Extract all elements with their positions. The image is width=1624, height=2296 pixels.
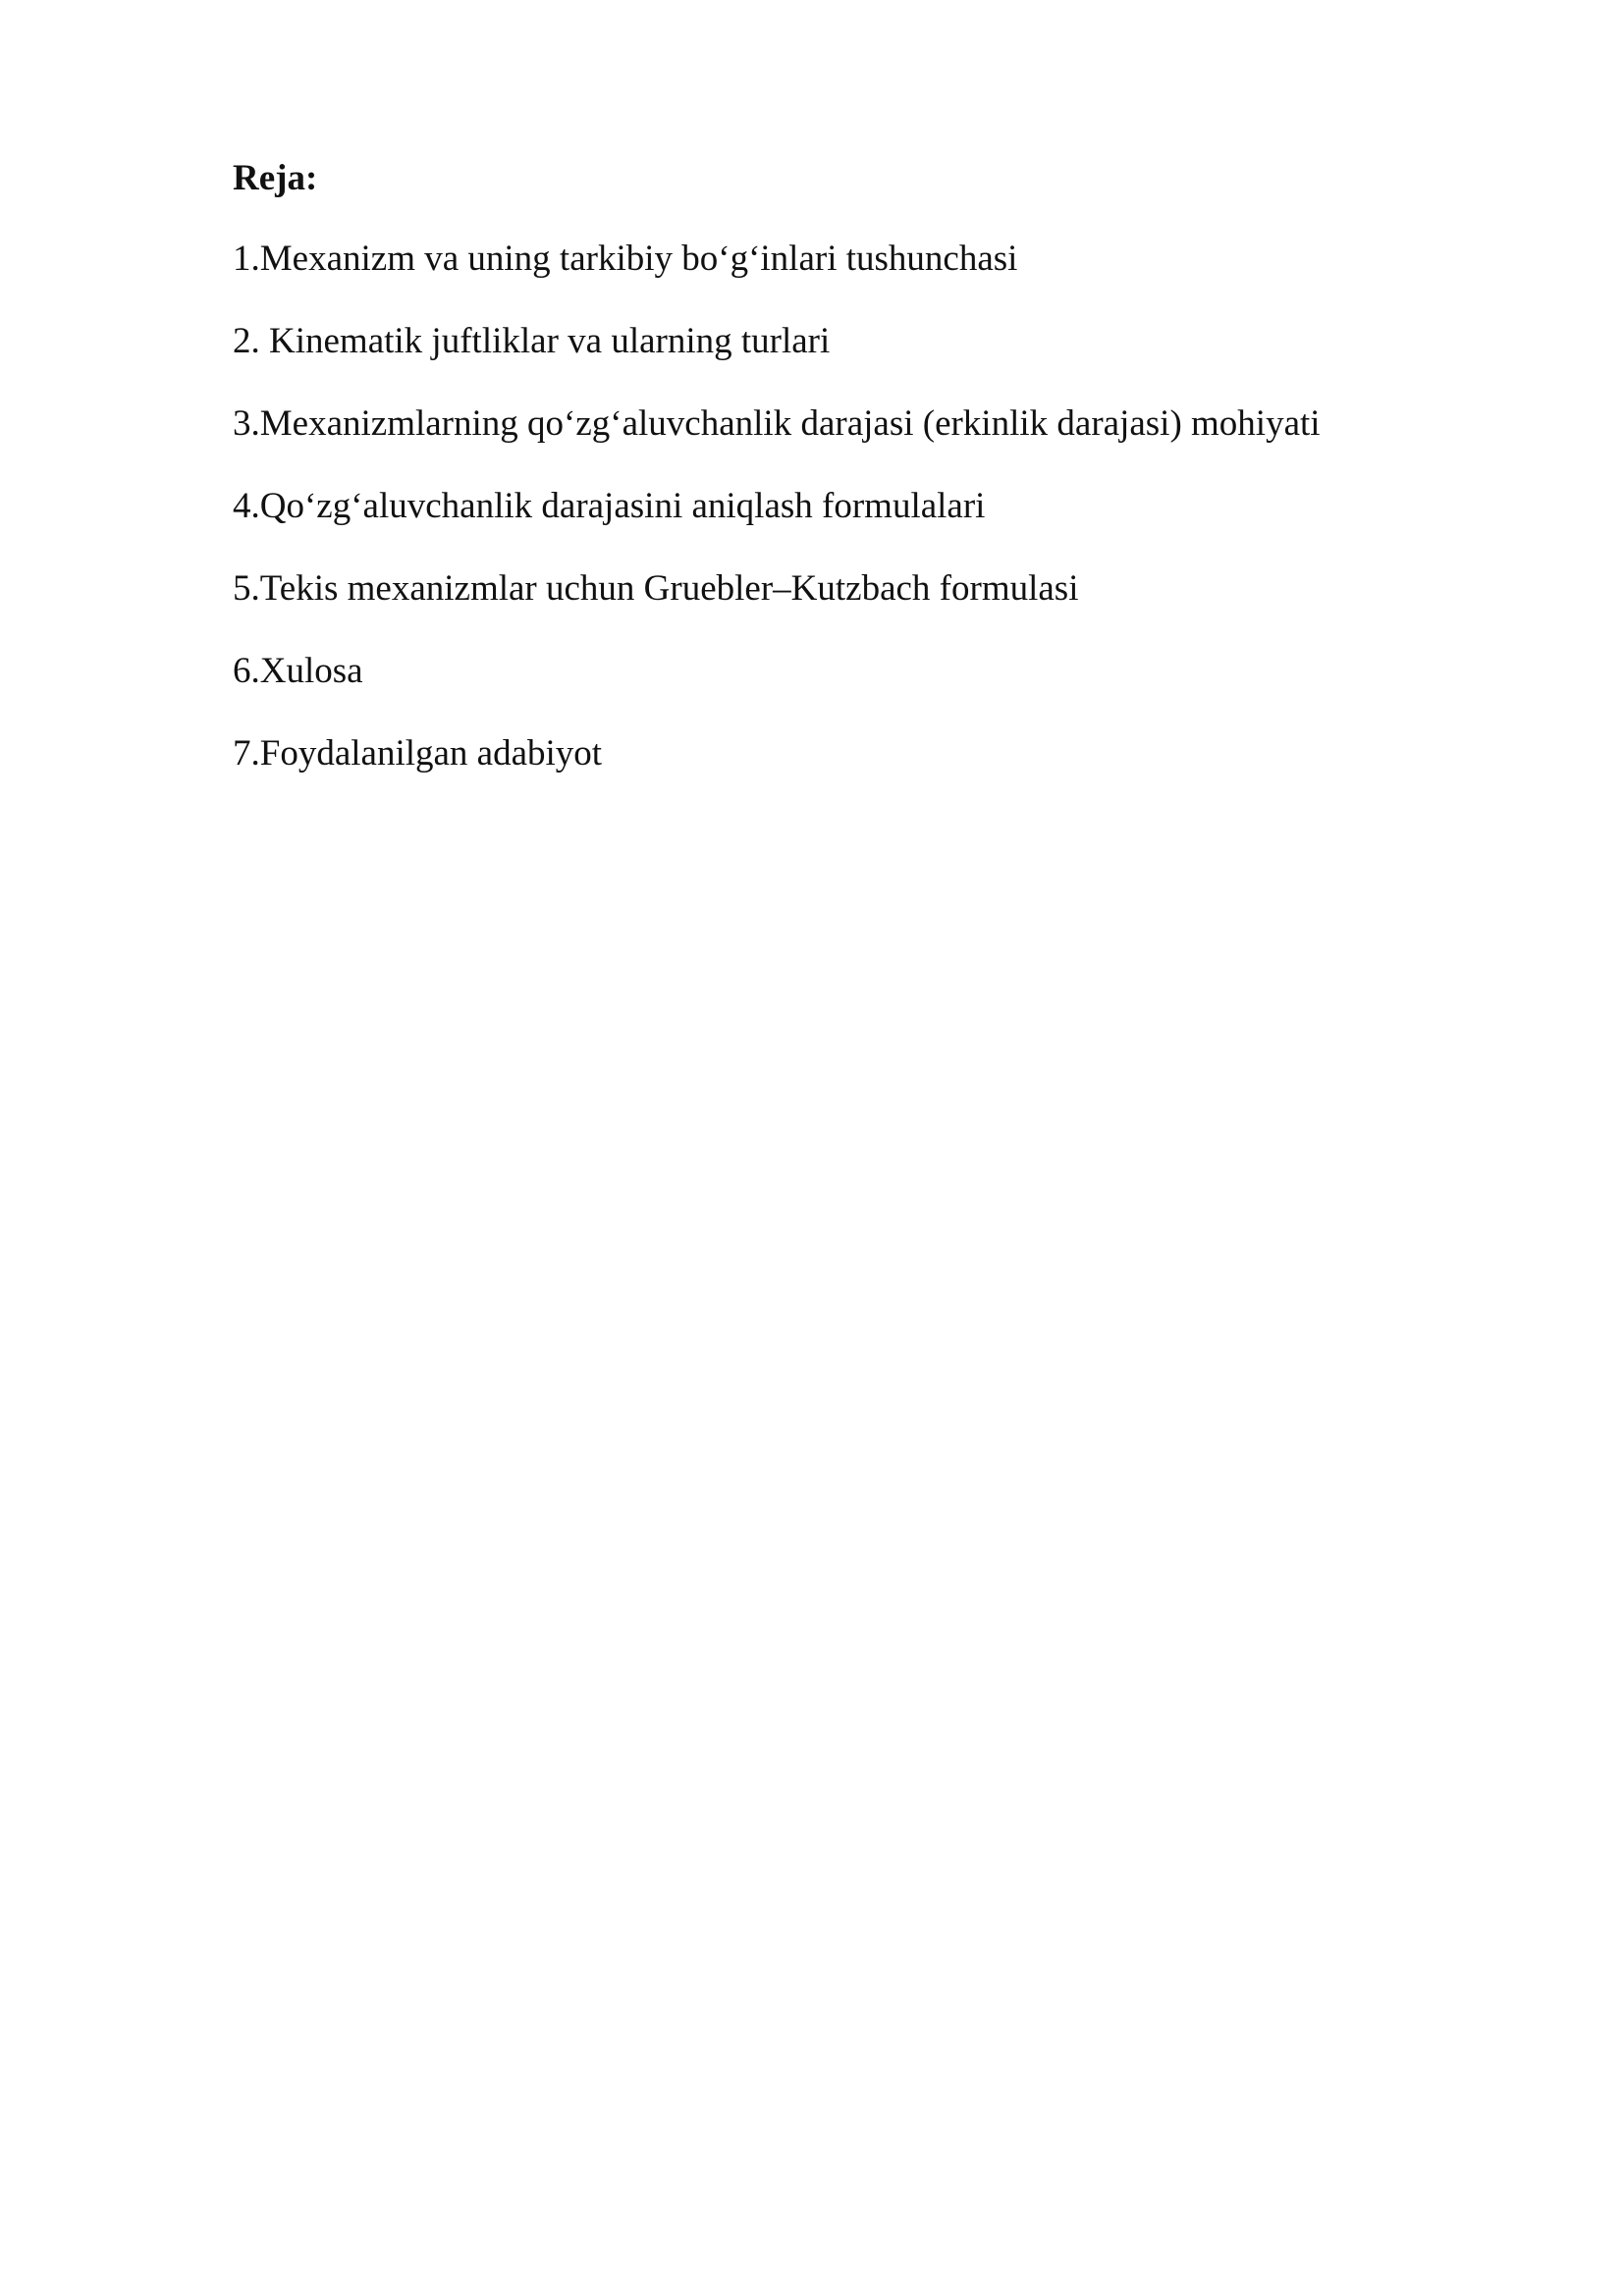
plan-item-5: 5.Tekis mexanizmlar uchun Gruebler–Kutzbach formulasi xyxy=(233,568,1079,609)
plan-item-3: 3.Mexanizmlarning qo‘zg‘aluvchanlik darajasi (erkinlik darajasi) mohiyati xyxy=(233,403,1321,444)
plan-heading: Reja: xyxy=(233,158,318,198)
plan-item-6: 6.Xulosa xyxy=(233,651,363,691)
plan-section xyxy=(233,155,1411,813)
plan-item-4: 4.Qo‘zg‘aluvchanlik darajasini aniqlash formulalari xyxy=(233,486,986,526)
plan-item-1: 1.Mexanizm va uning tarkibiy bo‘g‘inlari tushunchasi xyxy=(233,239,1018,279)
plan-item-2: 2. Kinematik juftliklar va ularning turlari xyxy=(233,321,831,361)
plan-list xyxy=(233,236,1411,777)
plan-item-7: 7.Foydalanilgan adabiyot xyxy=(233,733,603,774)
